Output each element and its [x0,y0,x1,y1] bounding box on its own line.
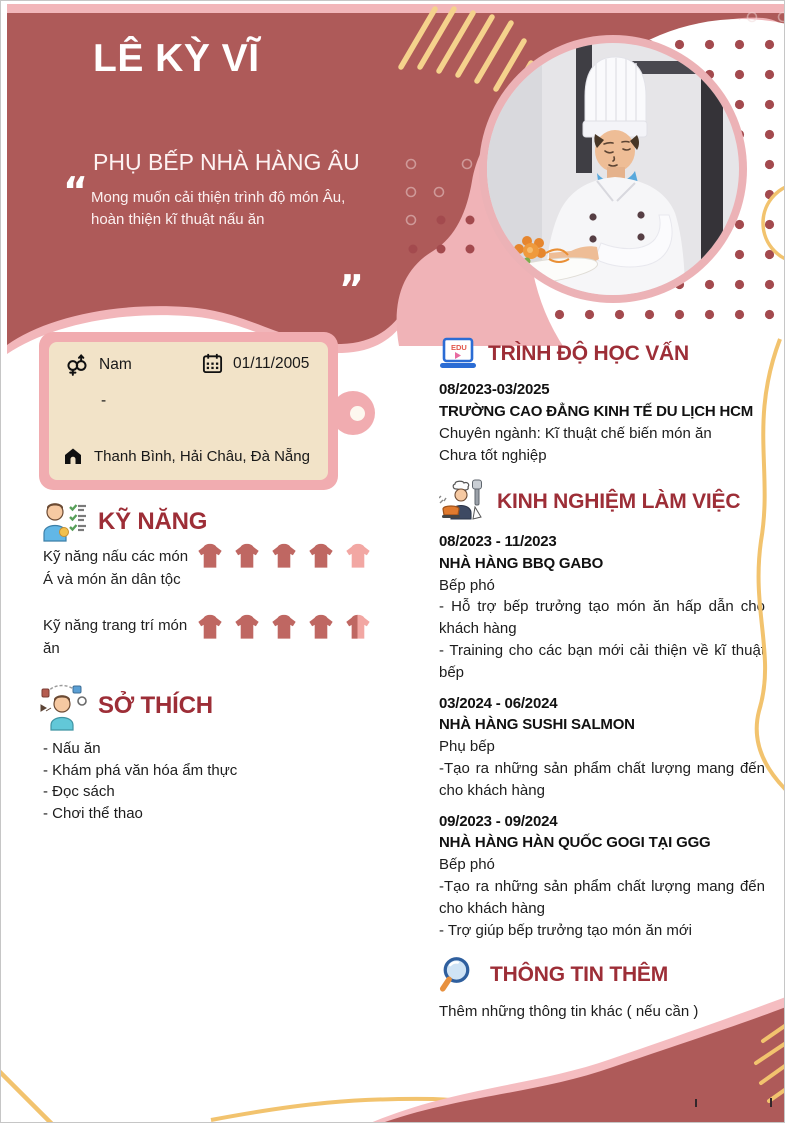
rating-icon-full [307,542,335,570]
hobby-item: - Chơi thể thao [43,804,143,822]
quote-open-icon: “ [63,169,88,213]
rating-icon-full [233,613,261,641]
skills-icon [39,499,87,545]
experience-company: NHÀ HÀNG SUSHI SALMON [439,716,635,734]
hobbies-heading: SỞ THÍCH [98,692,213,719]
rating-icon-empty [344,542,372,570]
experience-role: Phụ bếp [439,738,495,756]
skill-label: Kỹ năng nấu các món Á và món ăn dân tộc [43,548,189,588]
skill-label: Kỹ năng trang trí món ăn [43,617,188,657]
birth-date-value: 01/11/2005 [233,354,310,372]
hobby-item: - Đọc sách [43,783,115,800]
skill-rating [196,542,372,570]
quote-close-icon: ” [339,267,364,311]
education-period: 08/2023-03/2025 [439,381,550,398]
rating-icon-full [270,542,298,570]
experience-role: Bếp phó [439,576,495,594]
rating-icon-full [196,542,224,570]
rating-icon-full [270,613,298,641]
experience-period: 03/2024 - 06/2024 [439,694,558,712]
education-status: Chưa tốt nghiệp [439,447,547,464]
page-title: LÊ KỲ VĨ [93,37,260,80]
rating-icon-full [233,542,261,570]
skills-heading: KỸ NĂNG [98,508,208,535]
experience-icon [439,479,489,525]
experience-company: NHÀ HÀNG BBQ GABO [439,554,604,572]
gender-value: Nam [99,355,132,373]
stray-mark [770,1098,772,1107]
stray-mark [695,1099,697,1107]
career-objective: Mong muốn cải thiện trình độ món Âu, hoàn thiện kĩ thuật nấu ăn [91,189,346,228]
footer-decoration [1,981,785,1123]
rating-icon-full [196,613,224,641]
avatar [487,43,741,295]
hobbies-icon [37,681,87,731]
gender-icon [65,352,90,377]
education-school: TRƯỜNG CAO ĐẲNG KINH TẾ DU LỊCH HCM [439,403,754,420]
home-icon [61,444,85,468]
rating-icon-full [307,613,335,641]
education-major: Chuyên ngành: Kĩ thuật chế biến món ăn [439,425,712,442]
hobby-item: - Khám phá văn hóa ẩm thực [43,761,238,779]
card-handle-hole [350,406,365,421]
experience-role: Bếp phó [439,856,495,874]
hobby-item: - Nấu ăn [43,740,101,757]
education-icon [439,337,477,371]
experience-bullet: - Hỗ trợ bếp trưởng tạo món ăn hấp dẫn cho khách hàng [439,598,765,638]
experience-period: 09/2023 - 09/2024 [439,812,558,830]
experience-bullet: - Training cho các bạn mới cải thiện về kĩ thuật bếp [439,641,765,681]
additional-heading: THÔNG TIN THÊM [490,963,669,987]
right-edge-decoration [736,171,785,811]
experience-period: 08/2023 - 11/2023 [439,533,557,550]
experience-heading: KINH NGHIỆM LÀM VIỆC [497,490,741,513]
experience-bullet: -Tạo ra những sản phẩm chất lượng mang đến cho khách hàng [439,759,765,799]
experience-bullet: - Trợ giúp bếp trưởng tạo món ăn mới [439,921,692,939]
rating-icon-half [344,613,372,641]
skill-rating [196,613,372,641]
svg-text:EDU: EDU [451,343,467,352]
additional-note: Thêm những thông tin khác ( nếu cần ) [439,1003,699,1021]
education-heading: TRÌNH ĐỘ HỌC VẤN [488,342,689,365]
experience-company: NHÀ HÀNG HÀN QUỐC GOGI TẠI GGG [439,834,711,852]
job-title: PHỤ BẾP NHÀ HÀNG ÂU [93,149,360,175]
experience-bullet: -Tạo ra những sản phẩm chất lượng mang đến cho khách hàng [439,877,765,917]
calendar-icon [201,352,224,375]
info-card [49,342,328,480]
address-value: Thanh Bình, Hải Châu, Đà Nẵng [94,447,310,465]
phone-value: - [101,392,107,409]
